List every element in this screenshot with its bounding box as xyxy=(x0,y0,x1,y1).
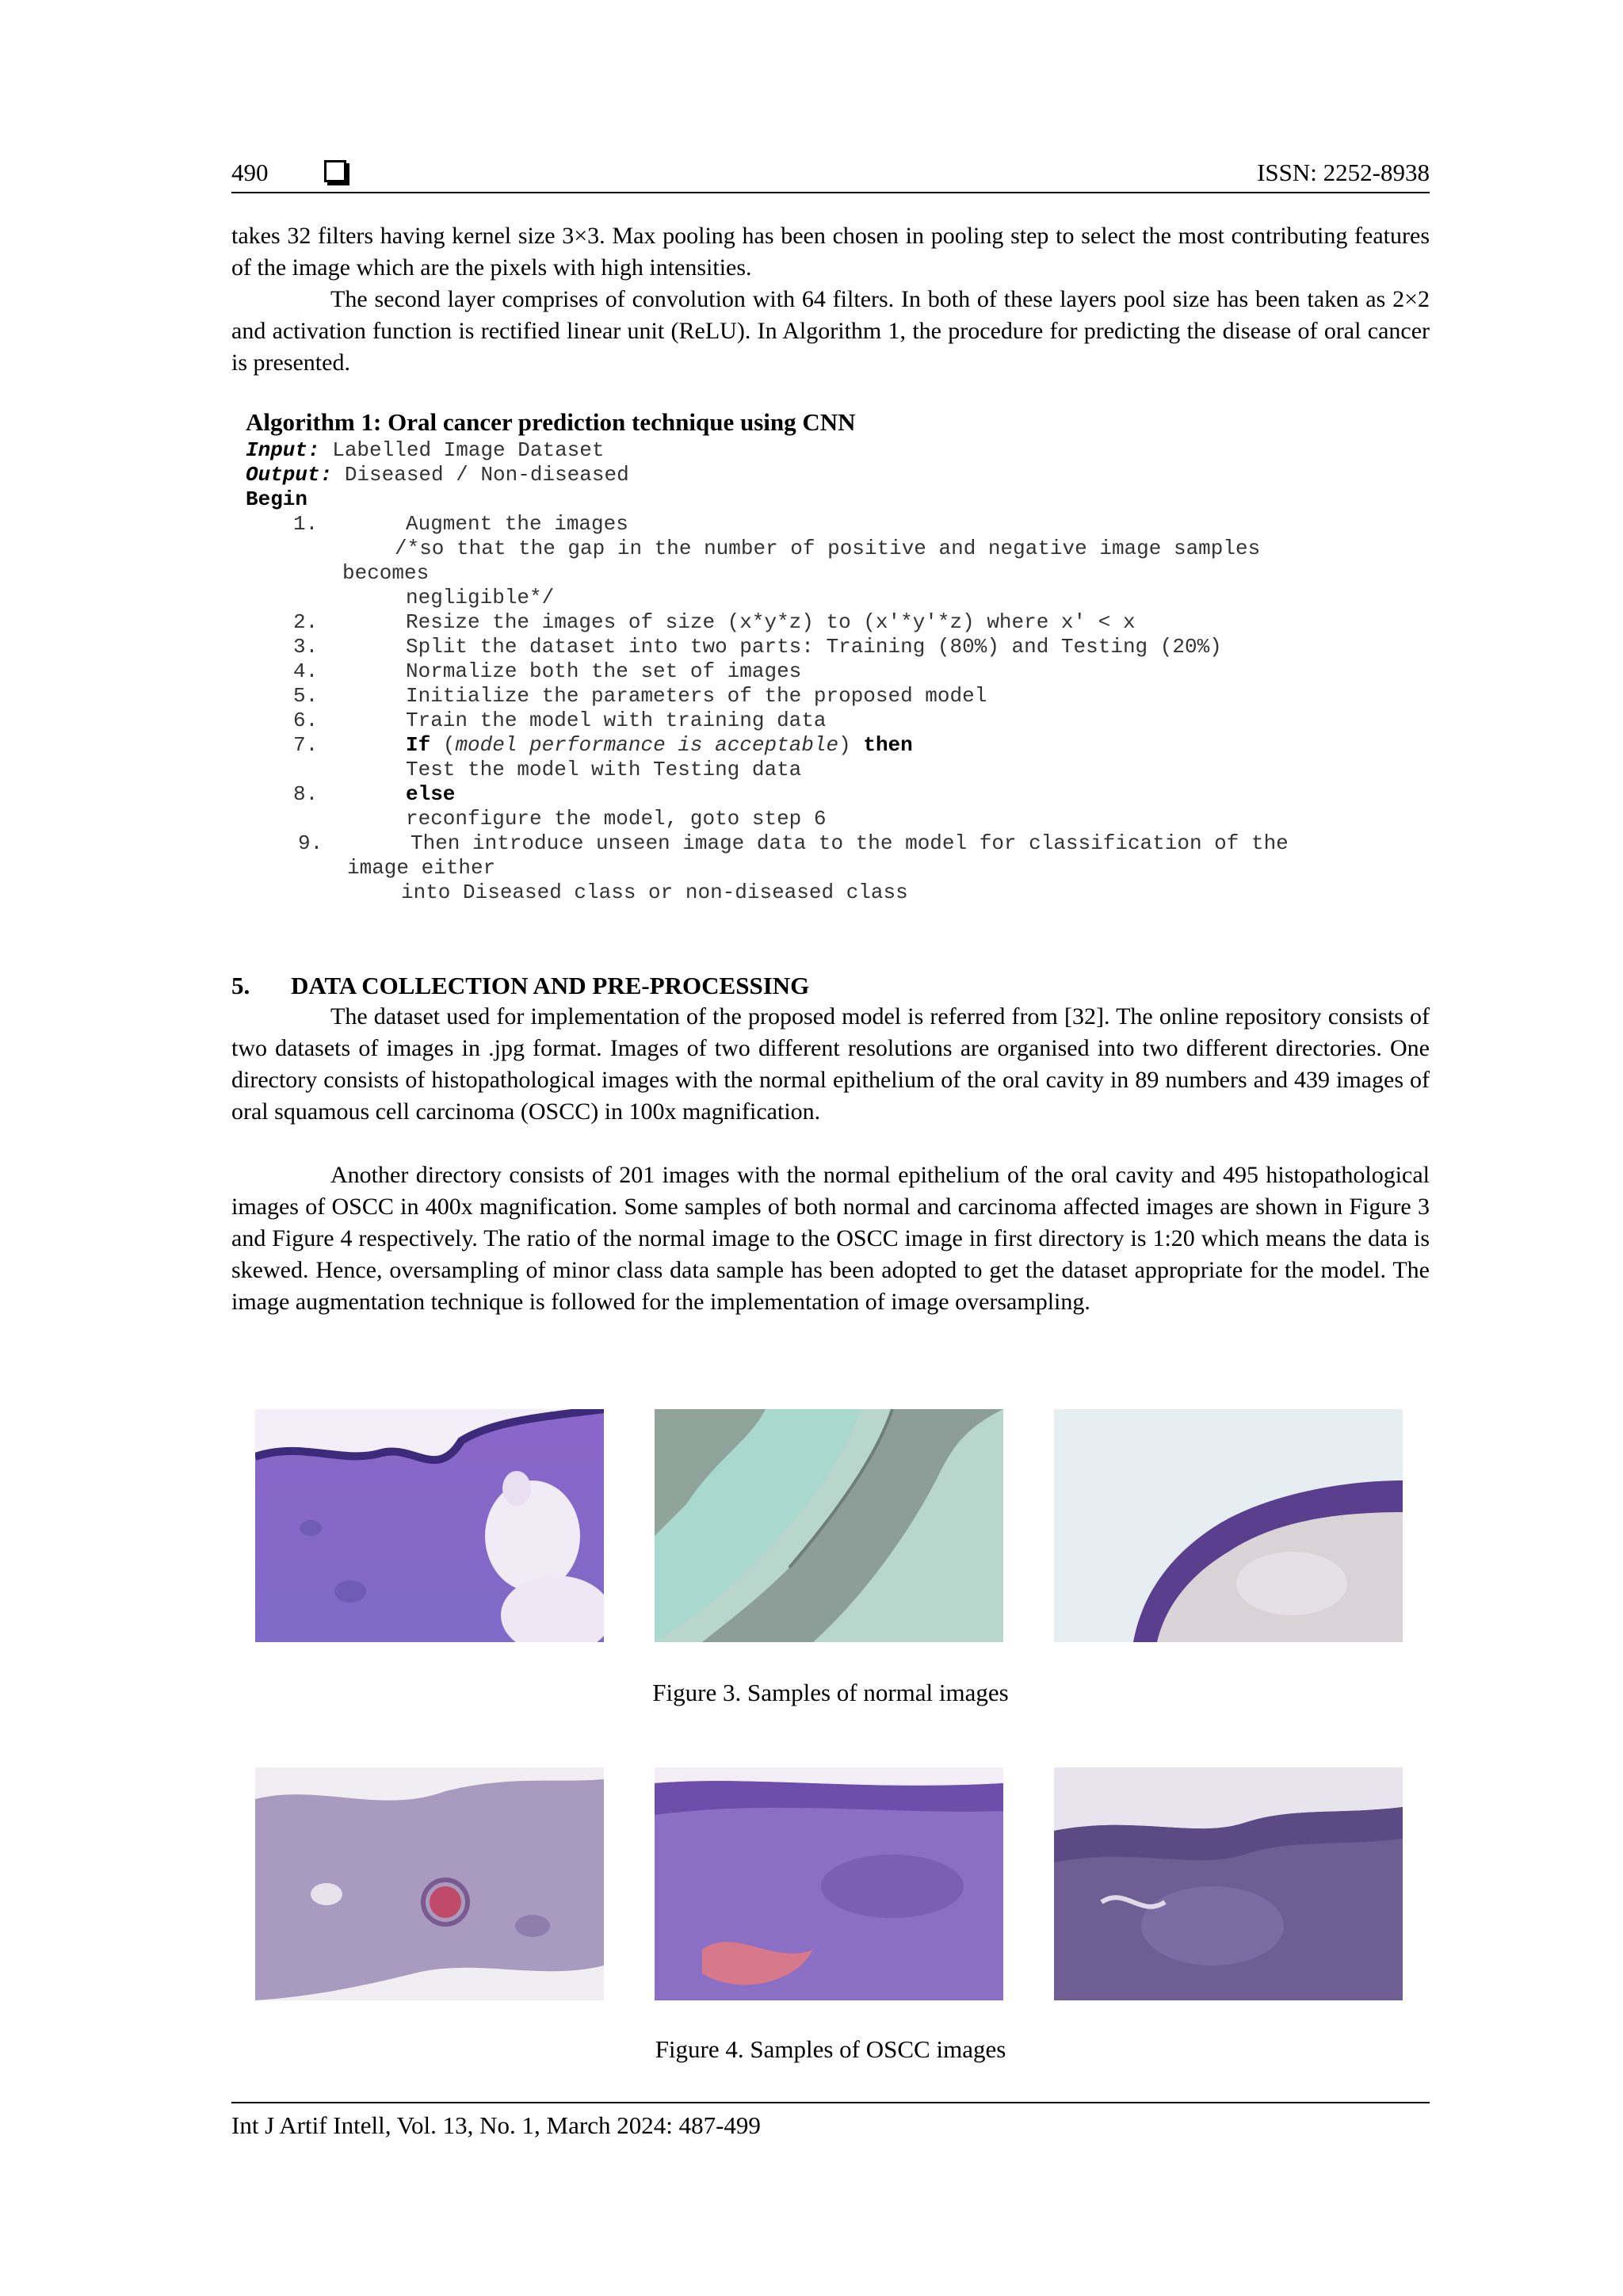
if-condition: model performance is acceptable xyxy=(455,733,839,757)
algorithm-begin xyxy=(246,487,307,512)
step-continuation: image either xyxy=(347,856,496,880)
section-heading xyxy=(231,972,809,1000)
step-text: Normalize both the set of images xyxy=(406,659,802,683)
step-number: 6. xyxy=(293,709,319,732)
step-text: reconfigure the model, goto step 6 xyxy=(406,807,827,831)
paragraph-3: The dataset used for implementation of the proposed model is referred from [32]. The online repository consists of two datasets of images in .jpg format. Images of two different resolutions are organised into two different directories. One directory consists of histopathological images with the normal epithelium of the oral cavity in 89 numbers and 439 images of oral squamous cell carcinoma (OSCC) in 100x magnification. xyxy=(231,1003,1430,1125)
then-keyword: then xyxy=(863,733,913,757)
begin-keyword: Begin xyxy=(246,487,308,511)
page-number: 490 xyxy=(231,159,269,186)
step-number: 4. xyxy=(293,659,319,683)
step-comment: /*so that the gap in the number of positive and negative image samples xyxy=(395,537,1261,560)
step-text: Split the dataset into two parts: Training (80%) and Testing (20%) xyxy=(406,635,1222,659)
algorithm-title: Algorithm 1: Oral cancer prediction technique using CNN xyxy=(246,408,856,436)
algorithm-output xyxy=(246,463,629,487)
else-line xyxy=(406,782,455,807)
normal-sample-image-3 xyxy=(1054,1409,1403,1642)
step-number: 7. xyxy=(293,733,319,757)
oscc-sample-image-1 xyxy=(255,1767,604,2000)
oscc-sample-image-3 xyxy=(1054,1767,1403,2000)
step-number: 3. xyxy=(293,635,319,659)
step-comment: negligible*/ xyxy=(406,586,555,609)
step-number: 1. xyxy=(293,512,319,536)
checkbox-square-icon xyxy=(324,160,346,182)
normal-sample-image-2 xyxy=(655,1409,1003,1642)
oscc-sample-image-2 xyxy=(655,1767,1003,2000)
step-text: Test the model with Testing data xyxy=(406,758,802,781)
step-number: 2. xyxy=(293,610,319,634)
section-title: DATA COLLECTION AND PRE-PROCESSING xyxy=(291,972,810,999)
paren-open: ( xyxy=(430,733,456,757)
paren-close: ) xyxy=(838,733,864,757)
step-number: 8. xyxy=(293,782,319,806)
normal-sample-image-1 xyxy=(255,1409,604,1642)
paragraph-4: Another directory consists of 201 images with the normal epithelium of the oral cavity and 495 histopathological images of OSCC in 400x magnification. Some samples of both normal and carcinoma affected images are shown in Figure 3 and Figure 4 respectively. The ratio of the normal image to the OSCC image in first directory is 1:20 which means the data is skewed. Hence, oversampling of minor class data sample has been adopted to get the dataset appropriate for the model. The image augmentation technique is followed for the implementation of image oversampling. xyxy=(231,1162,1430,1315)
else-keyword: else xyxy=(406,782,456,806)
figure-3-caption: Figure 3. Samples of normal images xyxy=(652,1679,1009,1706)
algorithm-input xyxy=(246,438,604,463)
paragraph-2: The second layer comprises of convolution with 64 filters. In both of these layers pool size has been taken as 2×2 and activation function is rectified linear unit (ReLU). In Algorithm 1, the procedure for predicting the disease of oral cancer is presented. xyxy=(231,286,1430,376)
output-label: Output: xyxy=(246,463,333,487)
step-text: Train the model with training data xyxy=(406,709,827,732)
input-label: Input: xyxy=(246,438,320,462)
paragraph-1: takes 32 filters having kernel size 3×3. Max pooling has been chosen in pooling step to select the most contributing features of the image which are the pixels with high intensities. xyxy=(231,223,1430,281)
step-text: Initialize the parameters of the proposed model xyxy=(406,684,987,708)
step-number: 9. xyxy=(298,831,323,855)
if-keyword: If xyxy=(406,733,431,757)
page-header xyxy=(231,152,1430,193)
input-value: Labelled Image Dataset xyxy=(319,438,605,462)
issn: ISSN: 2252-8938 xyxy=(1257,159,1430,186)
page-footer xyxy=(231,2102,1430,2139)
step-number: 5. xyxy=(293,684,319,708)
step-text: Then introduce unseen image data to the model for classification of the xyxy=(411,831,1289,855)
journal-citation: Int J Artif Intell, Vol. 13, No. 1, March 2024: 487-499 xyxy=(231,2111,761,2139)
step-text: Resize the images of size (x*y*z) to (x'*y'*z) where x' < x xyxy=(406,610,1136,634)
step-comment: becomes xyxy=(342,561,430,585)
step-if-line xyxy=(406,733,913,758)
output-value: Diseased / Non-diseased xyxy=(332,463,629,487)
figure-4-caption: Figure 4. Samples of OSCC images xyxy=(655,2035,1006,2063)
step-text: Augment the images xyxy=(406,512,628,536)
section-number: 5. xyxy=(231,972,250,999)
step-continuation: into Diseased class or non-diseased class xyxy=(401,881,908,904)
